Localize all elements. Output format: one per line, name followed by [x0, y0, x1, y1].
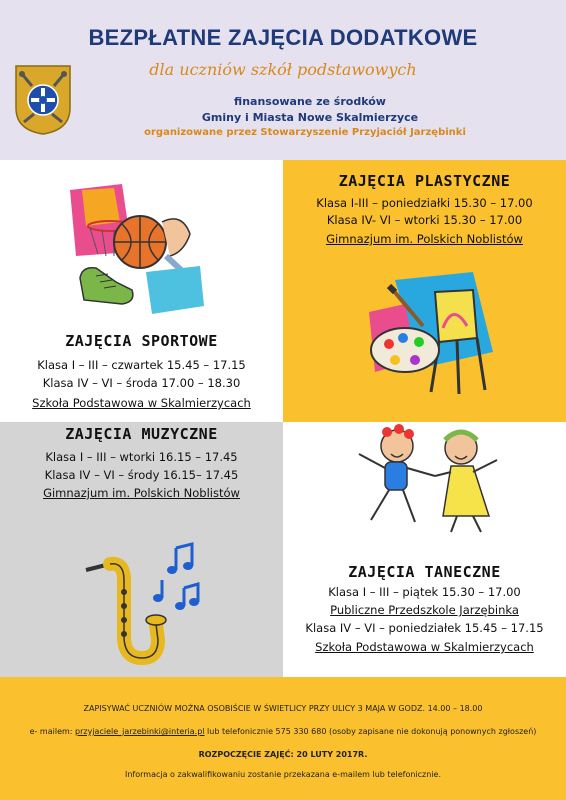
sport-location: Szkoła Podstawowa w Skalmierzycach — [32, 396, 251, 410]
section-plastic — [283, 160, 566, 422]
sport-title: ZAJĘCIA SPORTOWE — [65, 332, 218, 350]
section-sport — [0, 160, 283, 422]
enroll-info: ZAPISYWAĆ UCZNIÓW MOŻNA OSOBIŚCIE W ŚWIETLICY PRZY ULICY 3 MAJA W GODZ. 14.00 – 18.00 — [83, 704, 483, 713]
sport-schedule-1: Klasa I – III – czwartek 15.45 – 17.15 — [37, 358, 246, 372]
sport-schedule-2: Klasa IV – VI – środa 17.00 – 18.30 — [42, 376, 241, 390]
music-schedule-2: Klasa IV – VI – środy 16.15– 17.45 — [44, 468, 239, 482]
plastic-schedule-1: Klasa I-III – poniedziałki 15.30 – 17.00 — [316, 196, 533, 210]
dance-schedule-1: Klasa I – III – piątek 15.30 – 17.00 — [328, 585, 521, 599]
phone-text: lub telefonicznie 575 330 680 (osoby zapisane nie dokonują ponownych zgłoszeń) — [204, 727, 537, 736]
dance-schedule-2: Klasa IV – VI – poniedziałek 15.45 – 17.15 — [305, 621, 544, 635]
email-link[interactable]: przyjaciele_jarzebinki@interia.pl — [75, 727, 205, 736]
basketball-icon — [62, 182, 212, 322]
music-schedule-1: Klasa I – III – wtorki 16.15 – 17.45 — [45, 450, 238, 464]
saxophone-icon — [80, 540, 210, 670]
organizer-line: organizowane przez Stowarzyszenie Przyjaciół Jarzębinki — [144, 127, 466, 138]
email-prefix: e- mailem: — [29, 727, 76, 736]
plastic-location: Gimnazjum im. Polskich Noblistów — [326, 232, 523, 246]
music-title: ZAJĘCIA MUZYCZNE — [65, 425, 218, 443]
painting-easel-icon — [365, 268, 500, 398]
dance-title: ZAJĘCIA TANECZNE — [348, 563, 501, 581]
section-dance — [283, 422, 566, 677]
financing-line: finansowane ze środków — [234, 95, 386, 108]
footer — [0, 677, 566, 800]
section-music — [0, 422, 283, 677]
plastic-title: ZAJĘCIA PLASTYCZNE — [338, 172, 511, 190]
start-date: ROZPOCZĘCIE ZAJĘĆ: 20 LUTY 2017R. — [198, 750, 368, 759]
contact-line — [0, 727, 566, 736]
plastic-schedule-2: Klasa IV- VI – wtorki 15.30 – 17.00 — [326, 213, 523, 227]
music-location: Gimnazjum im. Polskich Noblistów — [43, 486, 240, 500]
page-title: BEZPŁATNE ZAJĘCIA DODATKOWE — [88, 25, 478, 50]
financing-source: Gminy i Miasta Nowe Skalmierzyce — [201, 111, 419, 124]
qualification-info: Informacja o zakwalifikowaniu zostanie przekazana e-mailem lub telefonicznie. — [125, 770, 441, 779]
header — [0, 0, 566, 160]
dancing-children-icon — [339, 424, 519, 534]
dance-location-1: Publiczne Przedszkole Jarzębinka — [330, 603, 519, 617]
page-subtitle: dla uczniów szkół podstawowych — [149, 60, 417, 79]
dance-location-2: Szkoła Podstawowa w Skalmierzycach — [315, 640, 534, 654]
